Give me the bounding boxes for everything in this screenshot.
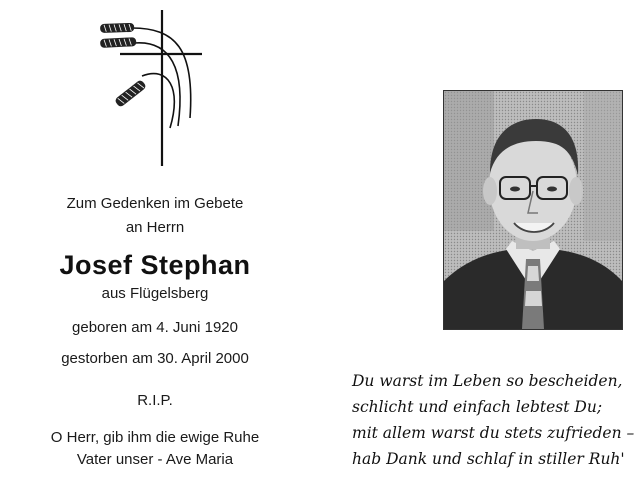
rip-line: R.I.P. <box>137 392 173 409</box>
prayer-line: O Herr, gib ihm die ewige Ruhe <box>50 429 260 446</box>
intro-line-herrn: an Herrn <box>125 219 185 236</box>
memorial-text-column <box>0 0 310 480</box>
intro-line: Zum Gedenken im Gebete <box>66 195 244 212</box>
deceased-name: Josef Stephan <box>59 250 251 280</box>
poem-line-2: schlicht und einfach lebtest Du; <box>352 398 603 416</box>
prayer-line-ave-maria: Vater unser - Ave Maria <box>76 451 234 468</box>
portrait-photo <box>443 90 623 330</box>
memorial-poem <box>352 368 637 472</box>
poem-line-3: mit allem warst du stets zufrieden – <box>352 424 635 442</box>
poem-line-4: hab Dank und schlaf in stiller Ruh' <box>352 450 625 468</box>
origin-line: aus Flügelsberg <box>101 285 209 302</box>
death-date-line: gestorben am 30. April 2000 <box>61 350 249 367</box>
poem-line-1: Du warst im Leben so bescheiden, <box>352 372 623 390</box>
birth-date-line: geboren am 4. Juni 1920 <box>72 319 238 336</box>
